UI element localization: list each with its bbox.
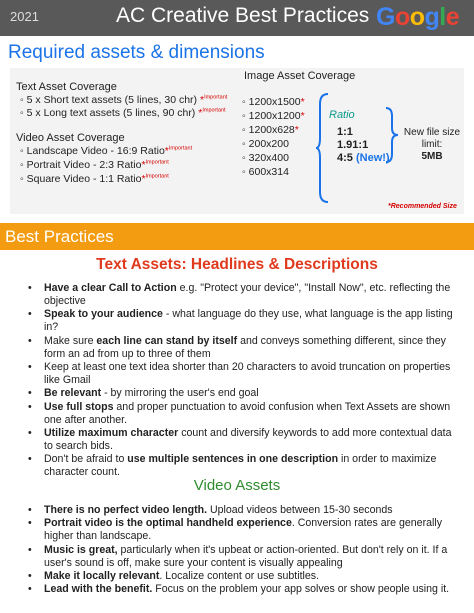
list-item: • Don't be afraid to use multiple sentences in one description in order to maximize character count. [28,453,458,479]
text-asset-item: ◦ 5 x Long text assets (5 lines, 90 chr) *$^{Important}$ [20,107,226,119]
recommended-size-note: *Recommended Size [388,203,457,210]
list-item: • Utilize maximum character count and diversify keywords to add more contextual data to search bids. [28,427,458,453]
ratio-value: 1.91:1 [337,139,369,151]
image-size-item: ◦ 1200x1200* [242,110,305,122]
image-size-item: ◦ 1200x628* [242,124,299,136]
google-logo [376,3,459,32]
list-item: • Lead with the benefit. Focus on the problem your app solves or show people using it. [28,583,458,596]
list-item: • Keep at least one text idea shorter than 20 characters to avoid truncation on properties like Gmail [28,361,458,387]
list-item: • Be relevant - by mirroring the user's end goal [28,387,458,400]
list-item: • Speak to your audience - what language do they use, what language is the app listing in? [28,308,458,334]
image-size-item: ◦ 1200x1500* [242,96,305,108]
image-size-item: ◦ 200x200 [242,138,289,150]
logo-letter: e [445,3,460,31]
text-assets-title: Text Assets: Headlines & Descriptions [96,256,378,273]
list-item: • Make sure each line can stand by itself and conveys something different, since they form an ad from up to three of them [28,335,458,361]
list-item: • Use full stops and proper punctuation to avoid confusion when Text Assets are shown one after another. [28,401,458,427]
year-label: 2021 [10,9,39,24]
video-asset-item: ◦ Square Video - 1:1 Ratio*$^{Important}$ [20,173,169,185]
required-assets-title: Required assets & dimensions [8,42,265,63]
best-practices-bar [0,223,474,250]
video-asset-item: ◦ Landscape Video - 16:9 Ratio*$^{Important}$ [20,145,193,157]
logo-letter: G [376,3,395,31]
logo-letter: g [424,3,440,31]
text-asset-item: ◦ 5 x Short text assets (5 lines, 30 chr) *$^{Important}$ [20,94,228,106]
logo-letter: o [409,3,425,31]
ratio-value: 4:5 (New!) [337,152,390,164]
video-asset-item: ◦ Portrait Video - 2:3 Ratio*$^{Important}$ [20,159,169,171]
image-size-item: ◦ 600x314 [242,166,289,178]
text-assets-list [28,282,458,480]
image-size-item: ◦ 320x400 [242,152,289,164]
best-practices-title: Best Practices [5,227,114,246]
page-title: AC Creative Best Practices [116,4,370,27]
brace-left-icon [316,92,330,204]
video-assets-list [28,504,458,597]
logo-letter: o [394,3,410,31]
file-size-note: New file size limit: 5MB [403,127,461,162]
text-asset-heading: Text Asset Coverage [16,81,117,93]
list-item: • Make it locally relevant. Localize content or use subtitles. [28,570,458,583]
list-item: • Have a clear Call to Action e.g. "Protect your device", "Install Now", etc. reflecting the objective [28,282,458,308]
ratio-value: 1:1 [337,126,353,138]
new-badge: (New!) [355,152,390,164]
list-item: • Portrait video is the optimal handheld experience. Conversion rates are generally higher than landscape. [28,517,458,543]
video-assets-title: Video Assets [193,477,281,494]
logo-letter: l [439,3,446,31]
image-asset-heading: Image Asset Coverage [244,70,356,82]
list-item: • Music is great, particularly when it's upbeat or action-oriented. But don't rely on it. If a user's sound is off, make sure your content is visually appealing [28,544,458,570]
video-asset-heading: Video Asset Coverage [16,132,125,144]
ratio-title: Ratio [329,109,355,121]
list-item: • There is no perfect video length. Upload videos between 15-30 seconds [28,504,458,517]
